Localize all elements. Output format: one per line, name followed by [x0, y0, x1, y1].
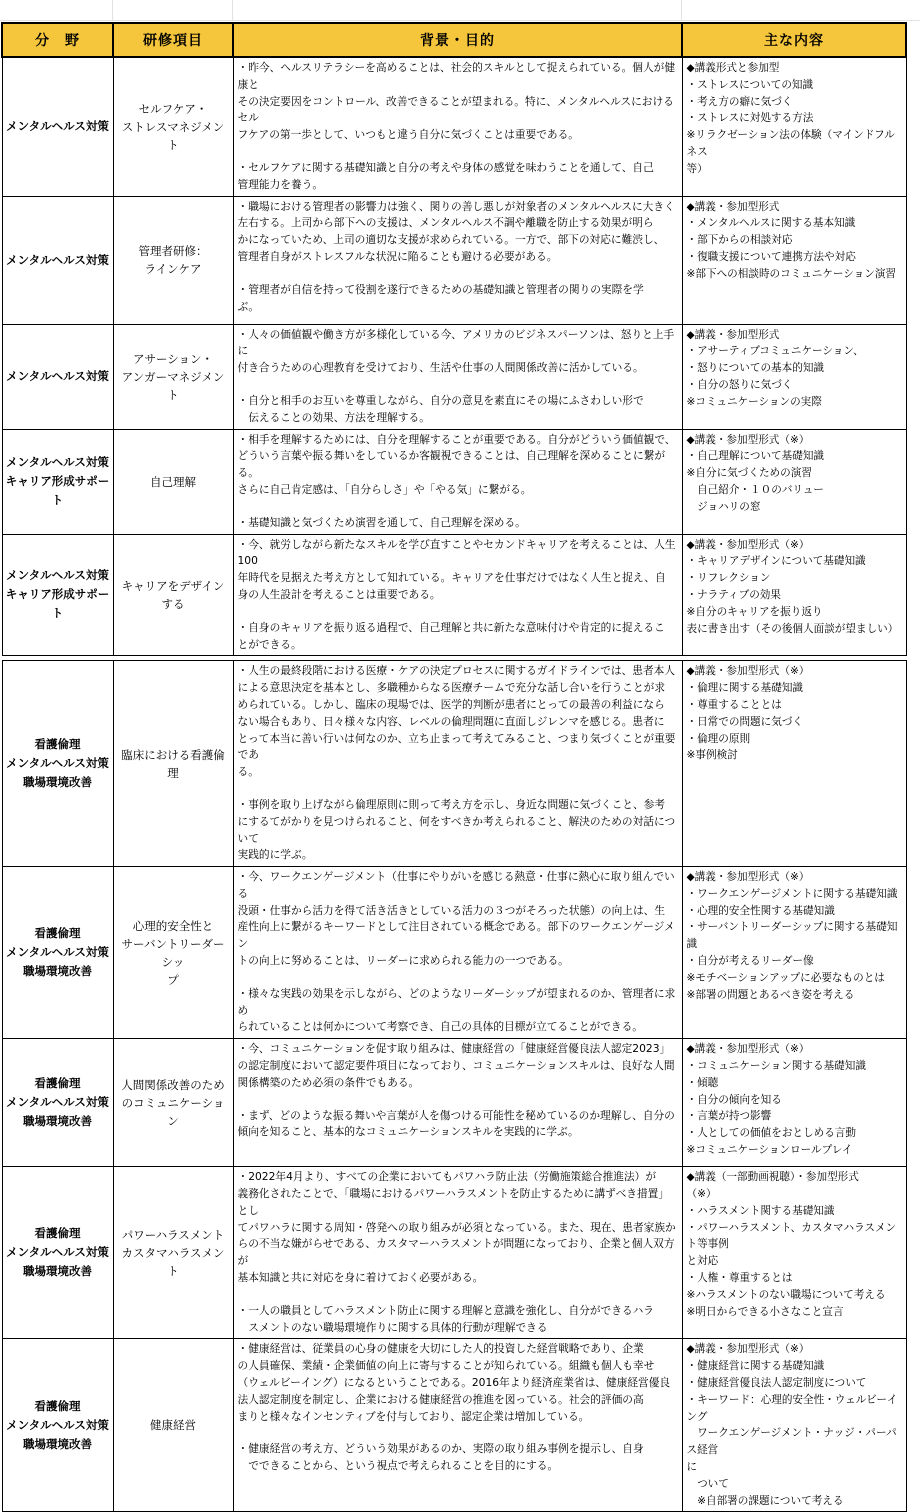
background-line: 関係構築のため必須の条件でもある。 [237, 1075, 420, 1089]
content-line: ・リフレクション [686, 572, 771, 585]
background-cell [233, 1339, 682, 1512]
content-line: ワークエンゲージメント・ナッジ・パーパス経営 [686, 1427, 897, 1457]
table-row [2, 57, 906, 196]
background-line: ・相手を理解するためには、自分を理解することが重要である。自分がどういう価値観で、 [237, 432, 676, 446]
background-line: ・人生の最終段階における医療・ケアの決定プロセスに関するガイドラインでは、患者本人 [237, 664, 676, 678]
background-cell [233, 1167, 682, 1339]
topic-line: 健康経営 [150, 1418, 196, 1433]
content-line: ・ストレスについての知識 [686, 78, 814, 91]
topic-line: カスタマハラスメント [121, 1245, 225, 1278]
content-line: ・キーワード：心理的安全性・ウェルビーイング [686, 1393, 898, 1423]
category-cell [2, 534, 113, 656]
topic-line: のコミュニケーション [121, 1095, 225, 1128]
table-row [2, 1039, 906, 1167]
content-line: ・言葉が持つ影響 [686, 1110, 772, 1123]
content-line: ※ハラスメントのない職場について考える [686, 1288, 886, 1301]
category-line: メンタルヘルス対策 [6, 119, 109, 134]
header-category: 分 野 [2, 23, 113, 57]
background-line: らの不当な嫌がらせである、カスタマーハラスメントが問題になっており、企業と個人双方が [237, 1237, 675, 1268]
topic-line: アンガーマネジメント [121, 369, 225, 402]
content-line: ・ハラスメント関する基礎知識 [686, 1204, 835, 1217]
category-line: キャリア形成サポート [5, 587, 110, 621]
background-line: ・昨今、ヘルスリテラシーを高めることは、社会的スキルとして捉えられている。個人が健康と [237, 61, 676, 91]
content-line: ・日常での問題に気づく [686, 715, 804, 728]
content-line: ・倫理の原則 [686, 732, 751, 745]
background-line: られていることは何かについて考察でき、自己の具体的目標が立てることができる。 [237, 1020, 643, 1034]
table-row [2, 1339, 906, 1512]
content-line: と対応 [686, 1255, 719, 1268]
category-line: メンタルヘルス対策 [6, 455, 109, 470]
content-line: ※部下への相談時のコミュニケーション演習 [686, 267, 897, 280]
table-row [2, 1167, 906, 1339]
background-cell [233, 429, 682, 534]
content-line: ・自分が考えるリーダー像 [686, 955, 814, 968]
content-line: ・自分の傾向を知る [686, 1093, 782, 1106]
category-line: メンタルヘルス対策 [6, 945, 109, 960]
background-line: かになっていため、上司の適切な支援が求められている。一方で、部下の対応に難渋し、 [237, 233, 665, 247]
paragraph-gap [238, 970, 679, 986]
paragraph-gap [238, 1287, 679, 1303]
category-line: 職場環境改善 [23, 1436, 92, 1451]
category-cell [2, 196, 113, 324]
background-line: 身の人生設計を考えることは重要である。 [237, 587, 441, 601]
table-row [2, 429, 906, 534]
content-line: ◆講義形式と参加型 [686, 62, 780, 74]
background-line: の認定制度において認定要件項目になっており、コミュニケーションスキルは、良好な人間 [237, 1059, 675, 1073]
topic-line: 臨床における看護倫理 [121, 747, 225, 780]
content-line: ・考え方の癖に気づく [686, 95, 793, 108]
background-line: 管理能力を養う。 [237, 177, 324, 191]
background-line: 管理者自身がストレスフルな状況に陥ることも避ける必要がある。 [237, 249, 558, 263]
content-line: ※事例検討 [686, 749, 738, 762]
header-row [2, 23, 906, 57]
category-line: メンタルヘルス対策 [6, 369, 109, 384]
topic-cell [113, 661, 233, 867]
category-line: 看護倫理 [34, 926, 81, 941]
content-line: ・倫理に関する基礎知識 [686, 682, 804, 695]
column-gridline [112, 0, 113, 20]
content-line: ・人としての価値をおとしめる言動 [686, 1127, 856, 1140]
content-line: ◆講義（一部動画視聴）・参加型形式 [686, 1171, 859, 1184]
content-line: ※自部署の課題について考える [686, 1494, 844, 1507]
content-line: ・ワークエンゲージメントに関する基礎知識 [686, 887, 898, 900]
topic-line: アサーション・ [132, 351, 214, 366]
background-line: とができる。 [237, 637, 302, 651]
content-line: ジョハリの窓 [686, 500, 761, 513]
table-row [2, 867, 906, 1039]
background-line: 産性向上に繋がるキーワードとして注目されている概念である。部下のワークエンゲージメン [237, 920, 675, 951]
content-line: ※コミュニケーションロールプレイ [686, 1144, 853, 1157]
content-line: に [686, 1461, 698, 1474]
content-line: ◆講義・参加型形式（※） [686, 1043, 810, 1056]
background-line: さらに自己肯定感は、「自分らしさ」や「やる気」に繋がる。 [237, 482, 532, 496]
background-line: ない場合もあり、日々様々な内容、レベルの倫理問題に直面しジレンマを感じる。患者に [237, 714, 665, 728]
content-line: 表に書き出す（その後個人面談が望ましい） [686, 622, 899, 635]
topic-line: プ [167, 972, 179, 987]
category-cell [2, 1339, 113, 1512]
content-line: ・傾聴 [686, 1076, 719, 1089]
topic-cell [113, 1167, 233, 1339]
content-line: ◆講義・参加型形式（※） [686, 665, 810, 678]
content-line: ・メンタルヘルスに関する基本知識 [686, 217, 856, 230]
content-cell [682, 1039, 906, 1167]
topic-cell [113, 534, 233, 656]
background-line: 義務化されたことで、「職場におけるパワーハラスメントを防止するために講ずべき措置」とし [237, 1187, 670, 1217]
background-line: ・自身のキャリアを振り返る過程で、自己理解と共に新たな意味付けや肯定的に捉えるこ [237, 620, 665, 634]
background-line: 年時代を見据えた考え方として知れている。キャリアを仕事だけではなく人生と捉え、自 [237, 571, 666, 585]
category-cell [2, 324, 113, 429]
content-cell [682, 1167, 906, 1339]
category-line: 職場環境改善 [23, 1264, 92, 1279]
content-line: ・アサーティブコミュニケーション、 [686, 345, 864, 358]
background-line: 法人認定制度を制定し、企業における健康経営の推進を図っている。社会的評価の高 [237, 1392, 644, 1406]
content-line: ※自分に気づくための演習 [686, 467, 812, 480]
background-line: ・今、就労しながら新たなスキルを学び直すことやセカンドキャリアを考えることは、人生100 [237, 537, 676, 568]
content-line: ◆講義・参加型形式 [686, 328, 780, 341]
category-line: メンタルヘルス対策 [6, 1417, 109, 1432]
background-line: による意思決定を基本とし、多職種からなる医療チームで充分な話し合いを行うことが求 [237, 681, 666, 695]
content-cell [682, 661, 906, 867]
category-line: メンタルヘルス対策 [6, 1095, 109, 1110]
background-line: ・セルフケアに関する基礎知識と自分の考えや身体の感覚を味わうことを通して、自己 [237, 160, 654, 174]
background-line: ・今、ワークエンゲージメント（仕事にやりがいを感じる熱意・仕事に熱心に取り組んでいる [237, 870, 675, 900]
content-line: ※モチベーションアップに必要なものとは [686, 971, 885, 984]
topic-cell [113, 1339, 233, 1512]
paragraph-gap [238, 604, 679, 620]
content-line: 自己紹介・１０のバリュー [686, 483, 824, 496]
background-line: とって本当に善い行いは何なのか、立ち止まって考えてみること、つまり気づくことが重要であ [237, 731, 676, 762]
background-cell [233, 661, 682, 867]
background-line: ・2022年4月より、すべての企業においてもパワハラ防止法（労働施策総合推進法）が [237, 1170, 657, 1184]
background-line: ・事例を取り上げながら倫理原則に則って考え方を示し、身近な問題に気づくこと、参考 [237, 797, 666, 811]
column-gridline [681, 0, 682, 20]
content-line: ・怒りについての基本的知識 [686, 362, 825, 375]
topic-line: 心理的安全性と [132, 918, 214, 933]
content-line: ・自分の怒りに気づく [686, 378, 793, 391]
category-line: キャリア形成サポート [5, 474, 110, 508]
paragraph-gap [238, 144, 679, 160]
background-line: ・様々な実践の効果を示しながら、どのようなリーダーシップが望まれるのか、管理者に求め [237, 986, 676, 1017]
content-line: ・キャリアデザインについて基礎知識 [686, 555, 866, 568]
paragraph-gap [238, 1425, 679, 1441]
background-line: ・職場における管理者の影響力は強く、関りの善し悪しが対象者のメンタルヘルスに大きく [237, 199, 675, 213]
category-cell [2, 1039, 113, 1167]
content-line: ・健康経営優良法人認定制度について [686, 1377, 867, 1390]
background-line: 基本知識と共に対応を身に着けておく必要がある。 [237, 1271, 484, 1285]
column-gridline [232, 0, 233, 20]
content-line: ・コミュニケーション関する基礎知識 [686, 1060, 866, 1073]
category-cell [2, 867, 113, 1039]
content-line: ・心理的安全性関する基礎知識 [686, 904, 835, 917]
background-line: まりと様々なインセンティブを付与しており、認定企業は増加している。 [237, 1409, 590, 1423]
background-cell [233, 867, 682, 1039]
content-cell [682, 867, 906, 1039]
content-line: ※部署の問題とあるべき姿を考える [686, 988, 855, 1001]
category-line: メンタルヘルス対策 [6, 252, 109, 267]
content-line: ・ストレスに対処する方法 [686, 112, 814, 125]
background-line: る。 [237, 765, 259, 779]
topic-cell [113, 324, 233, 429]
background-cell [233, 324, 682, 429]
paragraph-gap [238, 377, 679, 393]
content-line: ◆講義・参加型形式（※） [686, 433, 810, 446]
content-cell [682, 534, 906, 656]
category-line: 職場環境改善 [23, 964, 92, 979]
header-background: 背景・目的 [233, 23, 682, 57]
background-line: どういう言葉や振る舞いをしているか客観視できることは、自己理解を深めることに繋がる。 [237, 449, 666, 480]
background-line: の人員確保、業績・企業価値の向上に寄与することが知られている。組織も個人も幸せ [237, 1359, 655, 1373]
spreadsheet-top-strip [0, 0, 920, 21]
table-row [2, 324, 906, 429]
topic-cell [113, 57, 233, 196]
topic-line: ストレスマネジメント [121, 119, 225, 152]
category-cell [2, 57, 113, 196]
content-line: ※自分のキャリアを振り返り [686, 605, 823, 618]
topic-line: 人間関係改善のため [121, 1077, 225, 1092]
background-line: 伝えることの効果、方法を理解する。 [237, 410, 430, 424]
category-line: メンタルヘルス対策 [6, 756, 109, 771]
paragraph-gap [238, 1092, 679, 1108]
header-content: 主な内容 [682, 23, 906, 57]
content-line: ◆講義・参加型形式（※） [686, 871, 810, 884]
paragraph-gap [238, 499, 679, 515]
topic-cell [113, 429, 233, 534]
content-line: ◆講義・参加型形式 [686, 200, 780, 213]
content-line: ・ナラティブの効果 [686, 588, 781, 601]
content-line: ◆講義・参加型形式（※） [686, 1343, 810, 1356]
background-line: （ウェルビーイング）になるということである。2016年より経済産業省は、健康経営優良 [237, 1376, 671, 1390]
content-line: ・健康経営に関する基礎知識 [686, 1360, 825, 1373]
category-line: メンタルヘルス対策 [6, 568, 109, 583]
background-line: 没頭・仕事から活力を得て活き活きとしている活力の３つがそろった状態）の向上は、生 [237, 903, 666, 917]
table-row [2, 196, 906, 324]
content-line: （※） [686, 1188, 717, 1201]
content-line: ※リラクゼーション法の体験（マインドフルネス [686, 129, 895, 158]
category-line: 看護倫理 [34, 1076, 81, 1091]
category-cell [2, 1167, 113, 1339]
table-row [2, 661, 906, 867]
content-cell [682, 1339, 906, 1512]
content-line: ・パワーハラスメント、カスタマハラスメント等事例 [686, 1221, 897, 1251]
category-cell [2, 661, 113, 867]
topic-line: 管理者研修： [138, 244, 208, 259]
table-row [2, 534, 906, 656]
category-line: 看護倫理 [34, 1398, 81, 1413]
paragraph-gap [238, 266, 679, 282]
training-table [1, 22, 907, 1512]
content-line: ・サーバントリーダーシップに関する基礎知識 [686, 921, 898, 951]
content-line: ・復職支援について連携方法や対応 [686, 250, 856, 263]
background-line: ・今、コミュニケーションを促す取り組みは、健康経営の「健康経営優良法人認定2023」 [237, 1042, 671, 1056]
category-line: 看護倫理 [34, 737, 81, 752]
category-line: 職場環境改善 [23, 1114, 92, 1129]
background-line: ぶ。 [237, 299, 260, 313]
content-line: ・人権・尊重するとは [686, 1272, 793, 1285]
topic-line: 自己理解 [150, 474, 196, 489]
content-cell [682, 57, 906, 196]
category-line: 看護倫理 [34, 1226, 81, 1241]
background-line: てパワハラに関する周知・啓発への取り組みが必須となっている。また、現在、患者家族か [237, 1220, 676, 1234]
background-line: 付き合うための心理教育を受けており、生活や仕事の人間関係改善に活かしている。 [237, 361, 644, 375]
background-line: でできることから、という視点で考えられることを目的にする。 [237, 1459, 559, 1473]
background-line: その決定要因をコントロール、改善できることが望まれる。特に、メンタルヘルスにおけるセル [237, 94, 674, 125]
background-line: ・自分と相手のお互いを尊重しながら、自分の意見を素直にその場にふさわしい形で [237, 393, 644, 407]
topic-line: パワーハラスメント [121, 1227, 225, 1242]
content-line: ◆講義・参加型形式（※） [686, 538, 810, 551]
content-cell [682, 429, 906, 534]
background-cell [233, 534, 682, 656]
background-line: フケアの第一歩として、いつもと違う自分に気づくことは重要である。 [237, 128, 579, 142]
header-topic: 研修項目 [113, 23, 233, 57]
content-line: ・尊重することとは [686, 698, 782, 711]
content-cell [682, 324, 906, 429]
content-line: ※コミュニケーションの実際 [686, 395, 822, 408]
topic-line: キャリアをデザインする [121, 578, 225, 611]
topic-cell [113, 1039, 233, 1167]
background-line: ・人々の価値観や働き方が多様化している今、アメリカのビジネスパーソンは、怒りと上手に [237, 327, 675, 358]
topic-line: セルフケア・ [138, 101, 208, 116]
paragraph-gap [238, 781, 679, 797]
background-line: ・健康経営は、従業員の心身の健康を大切にした人的投資した経営戦略であり、企業 [237, 1342, 644, 1356]
background-line: ・一人の職員としてハラスメント防止に関する理解と意識を強化し、自分ができるハラ [237, 1303, 654, 1317]
background-line: められている。しかし、臨床の現場では、医学的判断が患者にとっての最善の利益になら [237, 697, 665, 711]
background-line: 実践的に学ぶ。 [237, 848, 313, 862]
category-cell [2, 429, 113, 534]
topic-cell [113, 867, 233, 1039]
topic-line: サーバントリーダーシッ [121, 936, 225, 969]
content-line: 等） [686, 162, 708, 175]
background-line: ・基礎知識と気づくため演習を通して、自己理解を深める。 [237, 515, 526, 529]
background-cell [233, 1039, 682, 1167]
content-line: ついて [686, 1477, 729, 1490]
background-cell [233, 196, 682, 324]
topic-cell [113, 196, 233, 324]
background-line: ・健康経営の考え方、どういう効果があるのか、実際の取り組み事例を提示し、自身 [237, 1442, 644, 1456]
category-line: メンタルヘルス対策 [6, 1245, 109, 1260]
background-line: ・管理者が自信を持って役割を遂行できるための基礎知識と管理者の関りの実際を学 [237, 282, 644, 296]
background-line: トの向上に努めることは、リーダーに求められる能力の一つである。 [237, 954, 569, 968]
background-line: にするてがかりを見つけられること、何をすべきか考えられること、解決のための対話について [237, 814, 676, 845]
background-line: スメントのない職場環境作りに関する具体的行動が理解できる [237, 1320, 548, 1334]
category-line: 職場環境改善 [23, 775, 92, 790]
content-cell [682, 196, 906, 324]
background-line: ・まず、どのような振る舞いや言葉が人を傷つける可能性を秘めているのか理解し、自分の [237, 1108, 675, 1122]
content-line: ・自己理解について基礎知識 [686, 450, 825, 463]
topic-line: ラインケア [144, 262, 202, 277]
content-line: ・部下からの相談対応 [686, 234, 793, 247]
content-line: ※明日からできる小さなこと宣言 [686, 1305, 844, 1318]
background-line: 左右する。上司から部下への支援は、メンタルヘルス不調や離職を防止する効果が明ら [237, 216, 654, 230]
background-cell [233, 57, 682, 196]
background-line: 傾向を知ること、基本的なコミュニケーションスキルを実践的に学ぶ。 [237, 1125, 579, 1139]
